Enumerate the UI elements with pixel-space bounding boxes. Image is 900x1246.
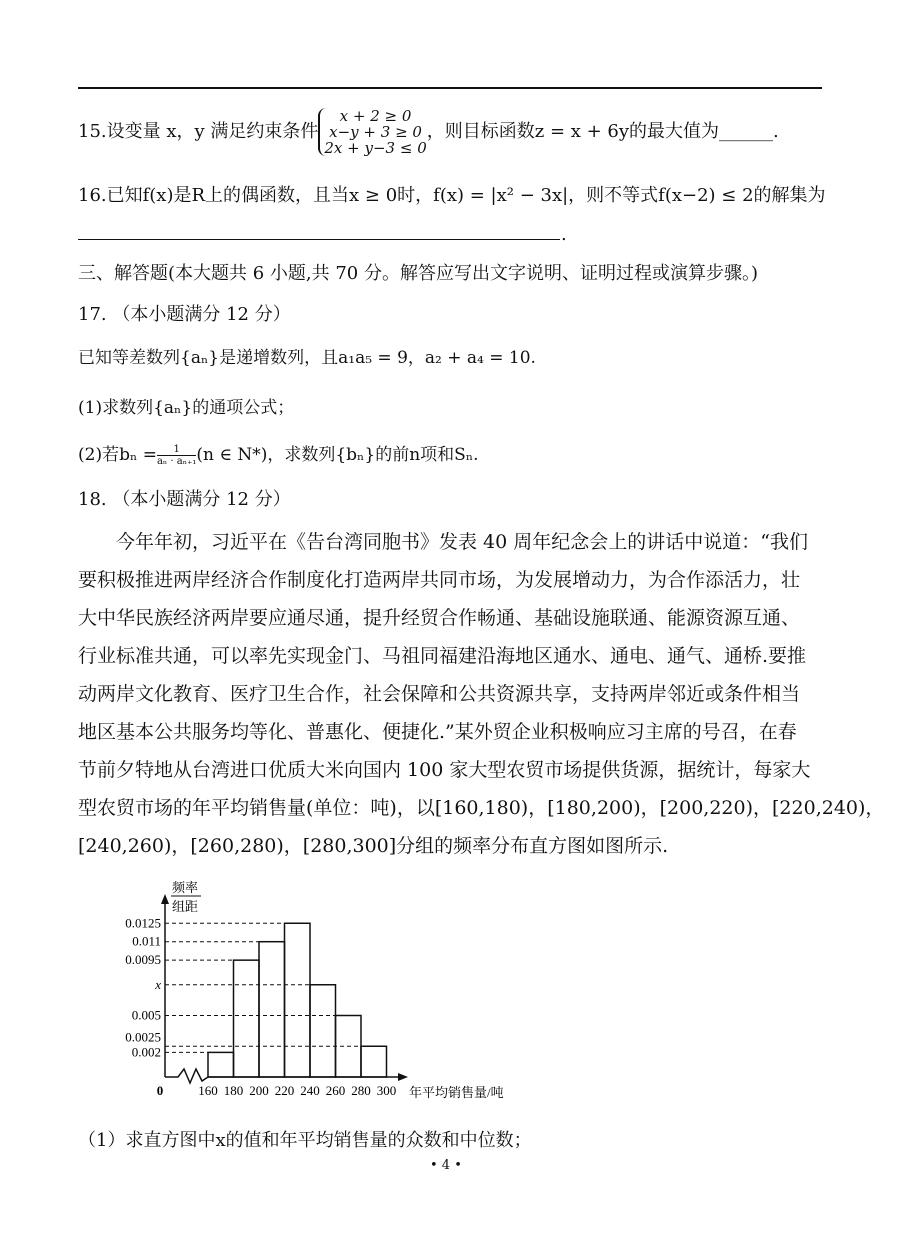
y-axis-arrow-icon	[161, 894, 169, 904]
x-tick-label: 160	[198, 1083, 218, 1098]
y-tick-label: x	[155, 976, 161, 992]
q15-end: .	[773, 121, 779, 142]
page-number: • 4 •	[430, 1158, 462, 1173]
y-tick-label: 0.0125	[125, 915, 161, 931]
q15-suffix: ，则目标函数z = x + 6y的最大值为	[426, 121, 720, 142]
x-axis-arrow-icon	[398, 1073, 408, 1081]
y-axis-label-bottom: 组距	[171, 899, 199, 914]
histogram-bar	[285, 923, 311, 1077]
question-16: 16.已知f(x)是R上的偶函数，且当x ≥ 0时，f(x) = |x² − 3x|，则不等式f(x−2) ≤ 2的解集为	[78, 185, 826, 206]
q17-stem: 已知等差数列{aₙ}是递增数列，且a₁a₅ = 9，a₂ + a₄ = 10.	[78, 348, 536, 368]
x-tick-label: 260	[325, 1083, 346, 1098]
q16-end: .	[561, 224, 567, 245]
histogram-bar	[310, 985, 336, 1077]
y-tick-label: 0.005	[131, 1007, 161, 1023]
fraction-numerator: 1	[173, 444, 180, 455]
q18-line: 型农贸市场的年平均销售量(单位：吨)，以[160,180)，[180,200)，[200,220)，[220,240)，	[78, 797, 885, 819]
section-heading: 三、解答题(本大题共 6 小题,共 70 分。解答应写出文字说明、证明过程或演算步骤。)	[78, 263, 759, 284]
constraint: x−y + 3 ≥ 0	[329, 123, 422, 141]
histogram-bar	[234, 960, 260, 1077]
q18-line: 今年年初，习近平在《告台湾同胞书》发表 40 周年纪念会上的讲话中说道：“我们	[78, 531, 808, 553]
histogram-bar	[361, 1046, 387, 1077]
constraint: 2x + y−3 ≤ 0	[324, 139, 427, 157]
q18-line: 行业标准共通，可以率先实现金门、马祖同福建沿海地区通水、通电、通气、通桥.要推	[78, 645, 807, 667]
y-tick-label: 0.002	[131, 1044, 161, 1060]
x-axis	[165, 1069, 400, 1083]
q15-prefix: 15.设变量 x，y 满足约束条件	[78, 121, 319, 142]
q18-line: 地区基本公共服务均等化、普惠化、便捷化.”某外贸企业积极响应习主席的号召，在春	[78, 721, 797, 743]
q18-line: 要积极推进两岸经济合作制度化打造两岸共同市场，为发展增动力，为合作添活力，壮	[78, 569, 801, 591]
x-tick-label: 200	[249, 1083, 269, 1098]
q18-part1: （1）求直方图中x的值和年平均销售量的众数和中位数；	[78, 1130, 532, 1151]
fraction-denominator: aₙ · aₙ₊₁	[156, 456, 197, 467]
x-axis-label: 年平均销售量/吨	[409, 1085, 504, 1100]
q17-part1: (1)求数列{aₙ}的通项公式；	[78, 398, 295, 418]
y-tick-label: 0.0095	[125, 952, 161, 968]
y-tick-label: 0.0025	[125, 1029, 161, 1045]
y-axis-label-top: 频率	[171, 880, 199, 895]
x-tick-label: 220	[274, 1083, 295, 1098]
histogram-bar	[208, 1052, 234, 1077]
q18-line: 动两岸文化教育、医疗卫生合作，社会保障和公共资源共享，支持两岸邻近或条件相当	[78, 683, 801, 705]
q17-part2-prefix: (2)若bₙ =	[78, 445, 157, 465]
q17-part2-suffix: (n ∈ N*)，求数列{bₙ}的前n项和Sₙ.	[196, 445, 479, 465]
q18-title: 18. （本小题满分 12 分）	[78, 489, 291, 510]
origin-label: 0	[156, 1083, 164, 1098]
histogram-bar	[259, 942, 285, 1077]
q18-line: [240,260)，[260,280)，[280,300]分组的频率分布直方图如图所示.	[78, 835, 669, 857]
q18-line: 节前夕特地从台湾进口优质大米向国内 100 家大型农贸市场提供货源，据统计，每家大	[78, 759, 811, 781]
answer-blank: ______	[719, 121, 774, 142]
constraint: x + 2 ≥ 0	[339, 107, 412, 125]
q18-line: 大中华民族经济两岸要应通尽通，提升经贸合作畅通、基础设施联通、能源资源互通、	[78, 607, 801, 629]
q17-title: 17. （本小题满分 12 分）	[78, 304, 291, 325]
x-tick-label: 180	[223, 1083, 244, 1098]
x-tick-label: 300	[376, 1083, 397, 1098]
y-tick-label: 0.011	[132, 933, 161, 949]
x-tick-label: 240	[300, 1083, 320, 1098]
x-tick-label: 280	[351, 1083, 371, 1098]
